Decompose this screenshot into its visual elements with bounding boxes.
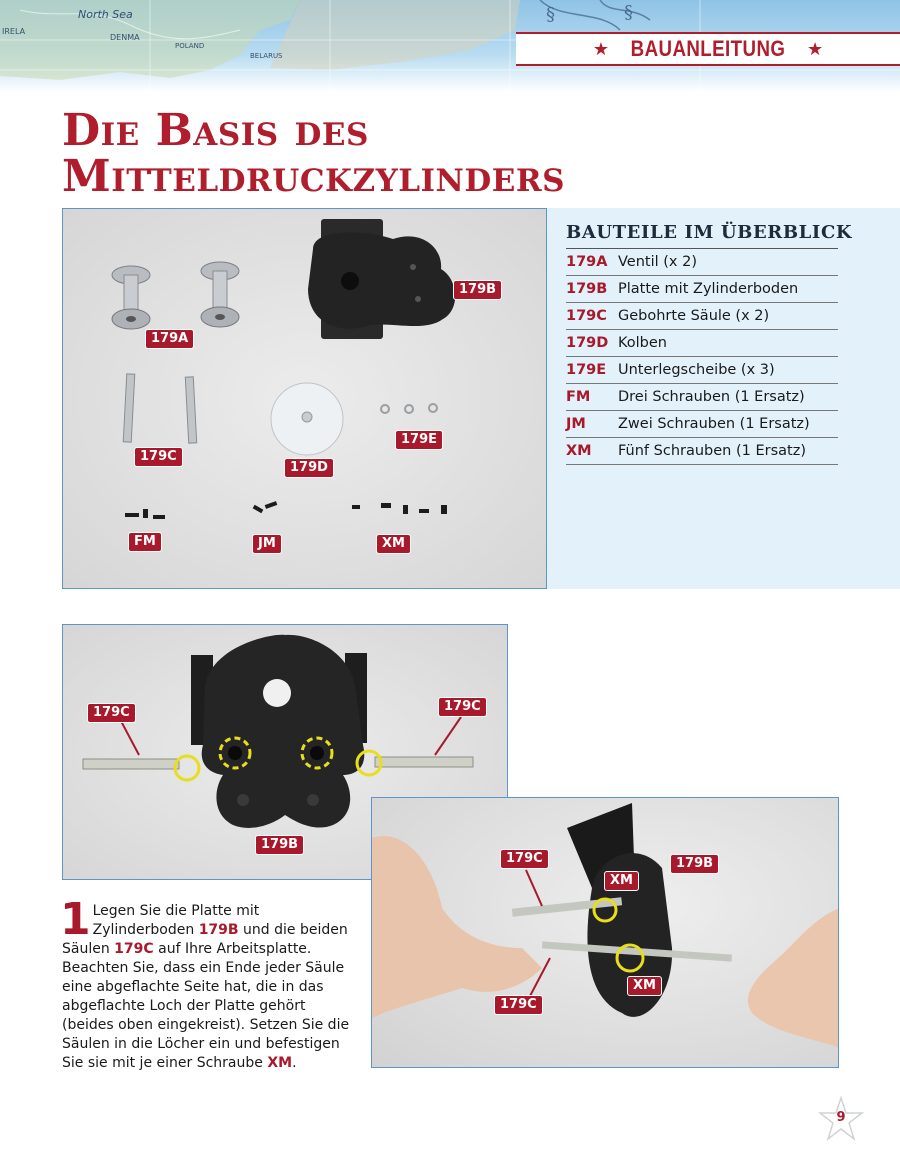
part-label: 179A (145, 329, 194, 349)
part-name: Kolben (618, 335, 668, 351)
section-tag (516, 32, 900, 66)
parts-overview-heading: BAUTEILE IM ÜBERBLICK (566, 222, 838, 249)
section-label: BAUANLEITUNG (630, 36, 786, 61)
part-label: 179C (134, 447, 183, 467)
part-label: 179B (453, 280, 502, 300)
pillar-part (123, 374, 135, 442)
part-label: 179C (438, 697, 487, 717)
part-label: 179C (87, 703, 136, 723)
parts-row (566, 411, 838, 438)
step-1-photo-bottom (371, 797, 839, 1068)
part-label: 179B (670, 854, 719, 874)
star-icon: ★ (592, 38, 609, 60)
part-label: XM (604, 871, 639, 891)
part-reference: 179C (114, 941, 154, 957)
washer-part (381, 405, 389, 413)
page-number: 9 (836, 1110, 846, 1125)
page-title-line: Mitteldruckzylinders (62, 151, 566, 202)
part-code: XM (566, 443, 592, 459)
parts-row (566, 249, 838, 276)
part-label: 179E (395, 430, 443, 450)
part-name: Unterlegscheibe (x 3) (618, 362, 775, 378)
part-code: 179E (566, 362, 607, 378)
step-text: und die beiden Säulen (62, 922, 348, 957)
part-name: Platte mit Zylinderboden (618, 281, 799, 297)
step-text: . (292, 1055, 297, 1071)
piston-part (271, 383, 343, 455)
part-name: Fünf Schrauben (1 Ersatz) (618, 443, 806, 459)
part-code: FM (566, 389, 591, 405)
step-1-instructions (60, 894, 352, 1073)
pillar-part (375, 757, 473, 767)
header-map-banner (0, 0, 900, 92)
hands-assembly-illustration (372, 798, 839, 1068)
map-label: BELARUS (250, 52, 283, 60)
part-reference: 179B (198, 922, 239, 938)
part-name: Gebohrte Säule (x 2) (618, 308, 770, 324)
part-name: Drei Schrauben (1 Ersatz) (618, 389, 805, 405)
map-label: POLAND (175, 42, 205, 50)
part-code: 179C (566, 308, 607, 324)
pillar-part (83, 759, 179, 769)
valve-part (201, 262, 239, 327)
star-icon: ★ (807, 38, 824, 60)
parts-row (566, 276, 838, 303)
parts-overview-photo (62, 208, 547, 589)
screw-group (125, 501, 447, 519)
part-label: 179C (494, 995, 543, 1015)
part-code: 179A (566, 254, 608, 270)
part-label: JM (252, 534, 282, 554)
part-label: XM (627, 976, 662, 996)
parts-row (566, 357, 838, 384)
part-code: 179B (566, 281, 608, 297)
part-label: XM (376, 534, 411, 554)
washer-part (405, 405, 413, 413)
parts-row (566, 303, 838, 330)
parts-row (566, 438, 838, 465)
page-title-line: Die Basis des (62, 105, 369, 156)
step-text: Legen Sie die Platte mit Zylinderboden (92, 903, 260, 938)
map-label: IRELA (2, 27, 26, 36)
pillar-part (185, 377, 196, 443)
map-label: DENMA (110, 33, 140, 42)
part-label: 179C (500, 849, 549, 869)
part-label: 179D (284, 458, 334, 478)
part-name: Ventil (x 2) (618, 254, 697, 270)
part-code: 179D (566, 335, 609, 351)
part-label: 179B (255, 835, 304, 855)
parts-row (566, 384, 838, 411)
parts-overview (566, 222, 853, 465)
step-number: 1 (60, 894, 91, 945)
page-title (62, 105, 566, 202)
map-label: North Sea (78, 8, 133, 21)
svg-text:§: § (546, 4, 555, 25)
plate-part (191, 635, 367, 828)
part-label: FM (128, 532, 162, 552)
parts-row (566, 330, 838, 357)
right-hand (748, 908, 839, 1048)
part-code: JM (566, 416, 586, 432)
step-text: auf Ihre Arbeitsplatte. Beachten Sie, dass ein Ende jeder Säule eine abgeflachte Seite hat, die in das abgeflachte Loch der Platte gehört (beides oben eingekreist). Setzen Sie die Säulen in die Löcher ein und befestigen Sie sie mit je einer Schraube (62, 941, 350, 1071)
svg-text:§: § (624, 2, 633, 23)
washer-part (429, 404, 437, 412)
valve-part (112, 266, 150, 329)
part-name: Zwei Schrauben (1 Ersatz) (618, 416, 810, 432)
plate-part (308, 219, 455, 339)
part-reference: XM (267, 1055, 293, 1071)
